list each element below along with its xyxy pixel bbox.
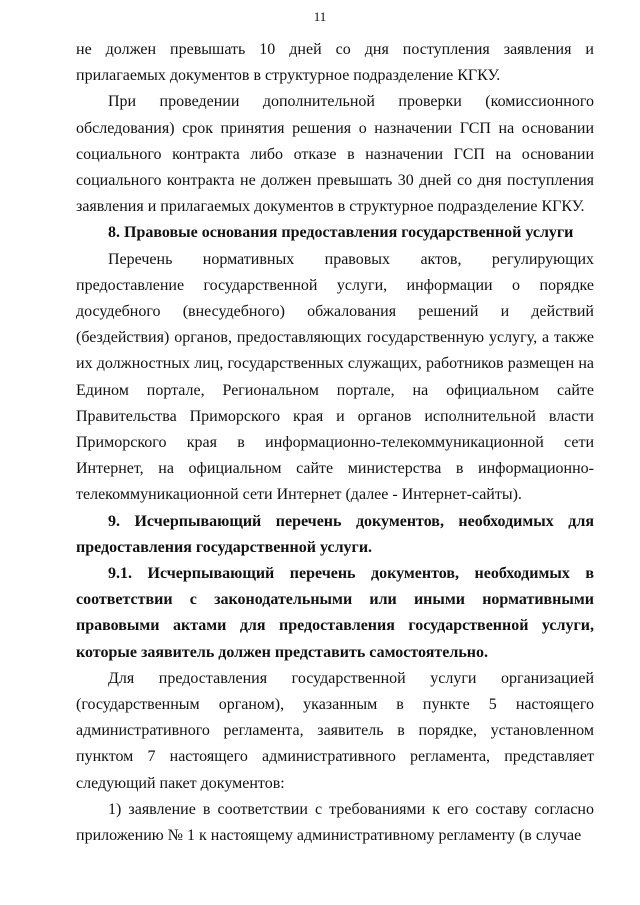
section-heading-9: 9. Исчерпывающий перечень документов, необходимых для предоставления государственной услуги. xyxy=(76,512,594,556)
document-body xyxy=(76,37,594,849)
page-number: 11 xyxy=(313,9,327,24)
section-heading-9-1: 9.1. Исчерпывающий перечень документов, необходимых в соответствии с законодательными или иными нормативными правовыми актами для предоставления государственной услуги, которые заявитель должен представить самостоятельно. xyxy=(76,565,594,661)
paragraph-additional-check: При проведении дополнительной проверки (комиссионного обследования) срок принятия решения о назначении ГСП на основании социального контракта либо отказе в назначении ГСП на основании социального контракта не должен превышать 30 дней со дня поступления заявления и прилагаемых документов в структурное подразделение КГКУ. xyxy=(76,93,594,216)
section-heading-8: 8. Правовые основания предоставления государственной услуги xyxy=(108,224,574,242)
paragraph-continuation: не должен превышать 10 дней со дня поступления заявления и прилагаемых документов в структурное подразделение КГКУ. xyxy=(76,41,594,85)
paragraph-legal-acts: Перечень нормативных правовых актов, регулирующих предоставление государственной услуги, информации о порядке досудебного (внесудебного) обжалования решений и действий (бездействия) органов, предоставляющих государственную услугу, а также их должностных лиц, государственных служащих, работников размещен на Едином портале, Региональном портале, на официальном сайте Правительства Приморского края и органов исполнительной власти Приморского края в информационно-телекоммуникационной сети Интернет, на официальном сайте министерства в информационно-телекоммуникационной сети Интернет (далее - Интернет-сайты). xyxy=(76,250,594,504)
paragraph-documents-package: Для предоставления государственной услуги организацией (государственным органом), указанным в пункте 5 настоящего административного регламента, заявитель в порядке, установленном пунктом 7 настоящего административного регламента, представляет следующий пакет документов: xyxy=(76,669,594,792)
list-item-application: 1) заявление в соответствии с требованиями к его составу согласно приложению № 1 к настоящему административному регламенту (в случае xyxy=(76,800,594,845)
